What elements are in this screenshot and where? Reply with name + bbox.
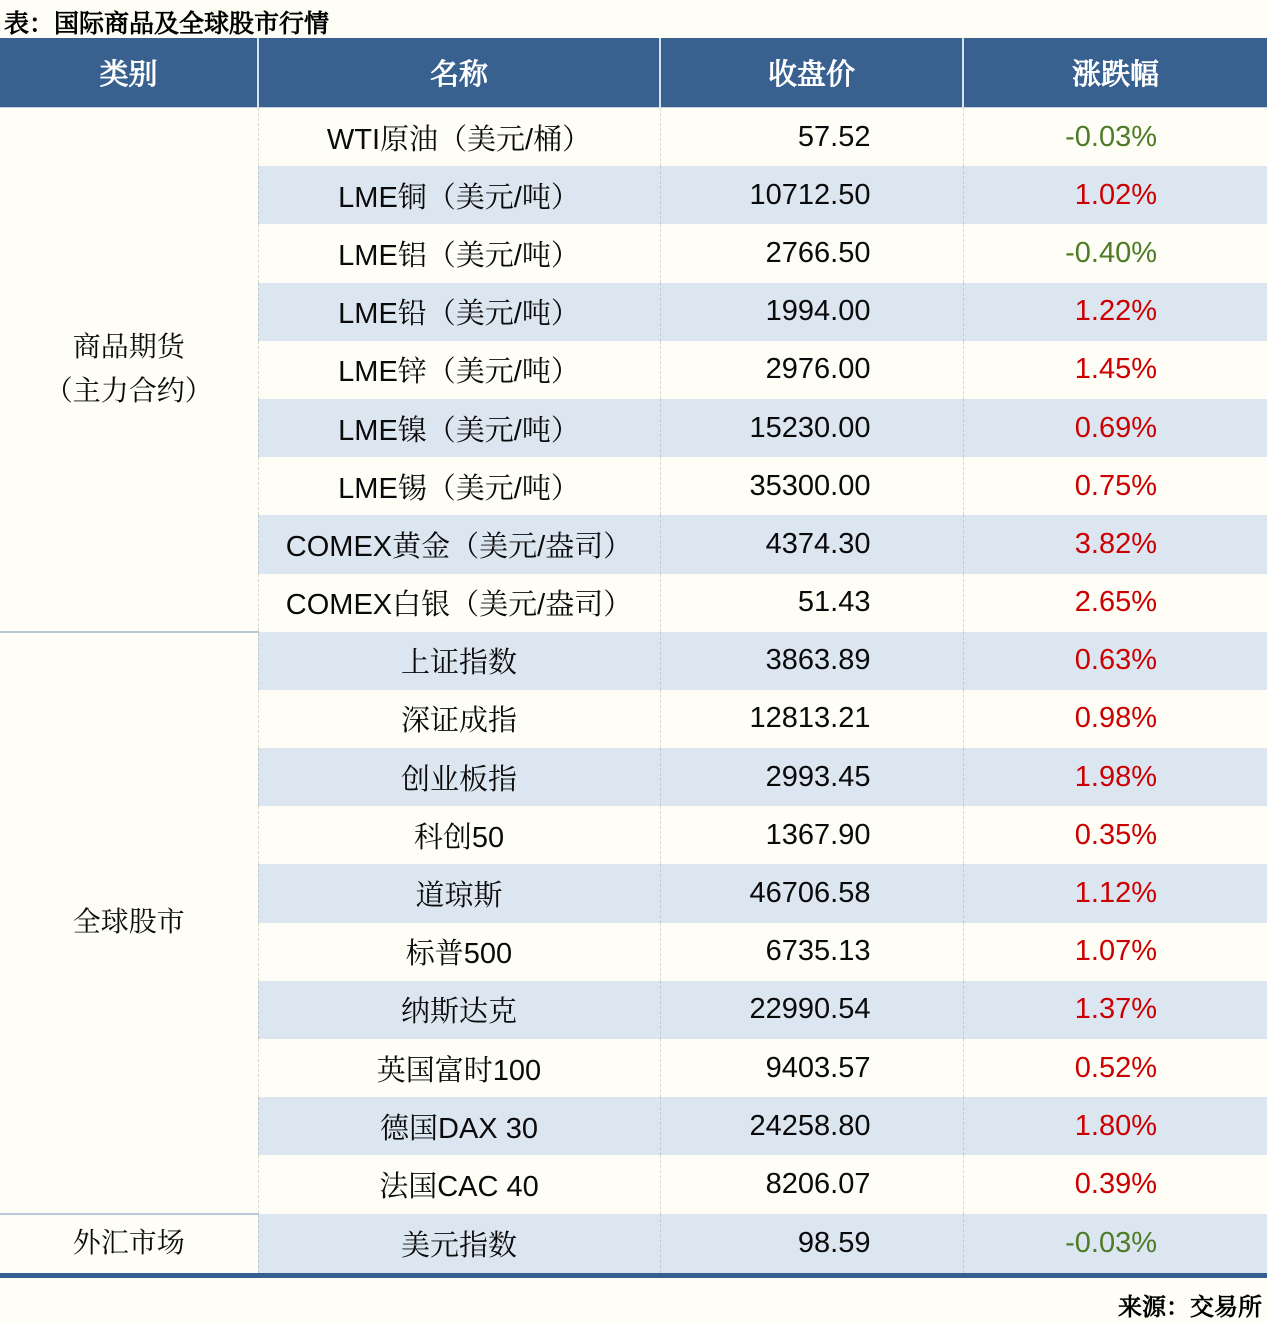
close-price-cell: 35300.00 xyxy=(660,457,963,515)
name-cell: 美元指数 xyxy=(258,1214,660,1276)
name-cell: 深证成指 xyxy=(258,690,660,748)
close-price-cell: 15230.00 xyxy=(660,399,963,457)
category-line: 商品期货 xyxy=(72,330,185,362)
header-cell-category: 类别 xyxy=(0,38,258,108)
table-row xyxy=(0,632,1267,690)
change-percent-cell: 0.39% xyxy=(963,1155,1267,1213)
category-cell xyxy=(0,108,258,632)
name-cell: 上证指数 xyxy=(258,632,660,690)
source-label: 来源：交易所 xyxy=(1118,1293,1262,1321)
name-cell: COMEX黄金（美元/盎司） xyxy=(258,515,660,573)
close-price-cell: 4374.30 xyxy=(660,515,963,573)
table-row xyxy=(0,1214,1267,1276)
name-cell: LME铝（美元/吨） xyxy=(258,224,660,282)
close-price-cell: 51.43 xyxy=(660,574,963,632)
close-price-cell: 3863.89 xyxy=(660,632,963,690)
close-price-cell: 8206.07 xyxy=(660,1155,963,1213)
name-cell: COMEX白银（美元/盎司） xyxy=(258,574,660,632)
header-cell-change-percent: 涨跌幅 xyxy=(963,38,1267,108)
change-percent-cell: 0.75% xyxy=(963,457,1267,515)
close-price-cell: 46706.58 xyxy=(660,864,963,922)
change-percent-cell: 1.02% xyxy=(963,166,1267,224)
name-cell: 科创50 xyxy=(258,806,660,864)
header-cell-close-price: 收盘价 xyxy=(660,38,963,108)
change-percent-cell: 1.07% xyxy=(963,923,1267,981)
name-cell: 标普500 xyxy=(258,923,660,981)
change-percent-cell: 0.69% xyxy=(963,399,1267,457)
name-cell: 法国CAC 40 xyxy=(258,1155,660,1213)
change-percent-cell: 1.22% xyxy=(963,283,1267,341)
name-cell: 道琼斯 xyxy=(258,864,660,922)
table-body xyxy=(0,108,1267,1276)
close-price-cell: 57.52 xyxy=(660,108,963,167)
name-cell: 英国富时100 xyxy=(258,1039,660,1097)
name-cell: 创业板指 xyxy=(258,748,660,806)
table-header-row xyxy=(0,38,1267,108)
close-price-cell: 12813.21 xyxy=(660,690,963,748)
close-price-cell: 2976.00 xyxy=(660,341,963,399)
name-cell: 纳斯达克 xyxy=(258,981,660,1039)
name-cell: 德国DAX 30 xyxy=(258,1097,660,1155)
close-price-cell: 98.59 xyxy=(660,1214,963,1276)
name-cell: LME锌（美元/吨） xyxy=(258,341,660,399)
category-line: 全球股市 xyxy=(72,906,185,938)
name-cell: LME镍（美元/吨） xyxy=(258,399,660,457)
change-percent-cell: 0.63% xyxy=(963,632,1267,690)
close-price-cell: 1367.90 xyxy=(660,806,963,864)
close-price-cell: 6735.13 xyxy=(660,923,963,981)
name-cell: LME铜（美元/吨） xyxy=(258,166,660,224)
change-percent-cell: 1.98% xyxy=(963,748,1267,806)
close-price-cell: 22990.54 xyxy=(660,981,963,1039)
category-cell xyxy=(0,1214,258,1276)
change-percent-cell: 1.45% xyxy=(963,341,1267,399)
change-percent-cell: 0.52% xyxy=(963,1039,1267,1097)
change-percent-cell: 0.35% xyxy=(963,806,1267,864)
close-price-cell: 10712.50 xyxy=(660,166,963,224)
page-title: 表：国际商品及全球股市行情 xyxy=(4,10,330,38)
name-cell: LME铅（美元/吨） xyxy=(258,283,660,341)
category-line: 外汇市场 xyxy=(72,1227,185,1259)
change-percent-cell: 1.80% xyxy=(963,1097,1267,1155)
category-cell xyxy=(0,632,258,1214)
change-percent-cell: -0.40% xyxy=(963,224,1267,282)
change-percent-cell: 0.98% xyxy=(963,690,1267,748)
close-price-cell: 24258.80 xyxy=(660,1097,963,1155)
category-line: （主力合约） xyxy=(44,375,213,407)
change-percent-cell: -0.03% xyxy=(963,1214,1267,1276)
close-price-cell: 1994.00 xyxy=(660,283,963,341)
table-row xyxy=(0,108,1267,167)
change-percent-cell: 3.82% xyxy=(963,515,1267,573)
name-cell: WTI原油（美元/桶） xyxy=(258,108,660,167)
change-percent-cell: -0.03% xyxy=(963,108,1267,167)
market-quotes-table xyxy=(0,38,1267,1278)
close-price-cell: 2766.50 xyxy=(660,224,963,282)
change-percent-cell: 1.37% xyxy=(963,981,1267,1039)
name-cell: LME锡（美元/吨） xyxy=(258,457,660,515)
change-percent-cell: 2.65% xyxy=(963,574,1267,632)
header-cell-name: 名称 xyxy=(258,38,660,108)
close-price-cell: 2993.45 xyxy=(660,748,963,806)
change-percent-cell: 1.12% xyxy=(963,864,1267,922)
close-price-cell: 9403.57 xyxy=(660,1039,963,1097)
